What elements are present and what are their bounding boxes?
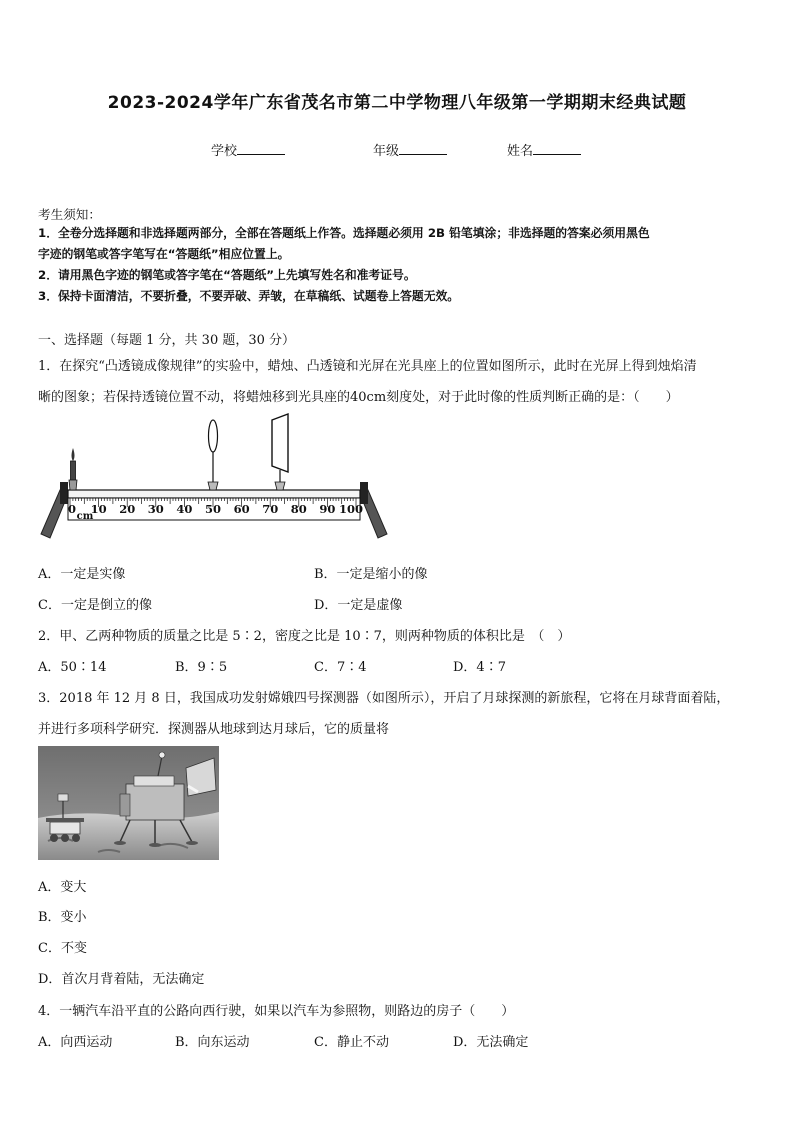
q4-option-d[interactable]: D．无法确定	[453, 1035, 529, 1050]
ruler-label-20: 20	[119, 502, 136, 516]
ruler-label-40: 40	[176, 502, 193, 516]
candle	[69, 448, 77, 490]
grade-blank[interactable]	[399, 142, 447, 155]
ruler-label-30: 30	[147, 502, 164, 516]
q4-option-a[interactable]: A．向西运动	[38, 1035, 113, 1050]
q2-option-a[interactable]: A．50∶14	[38, 660, 107, 675]
optical-bench-figure	[38, 410, 388, 540]
q2-option-b[interactable]: B．9∶5	[175, 660, 228, 675]
ruler-label-0: 0	[67, 502, 77, 516]
q1-text-line2: 晰的图象；若保持透镜位置不动，将蜡烛移到光具座的40cm刻度处，对于此时像的性质判断正确的是：（ ）	[38, 390, 679, 405]
q4-option-b[interactable]: B．向东运动	[175, 1035, 250, 1050]
notice-heading: 考生须知：	[38, 207, 101, 222]
notice-item-1-cont: 字迹的钢笔或答字笔写在“答题纸”相应位置上。	[38, 247, 290, 261]
right-end-block	[360, 482, 368, 504]
grade-field[interactable]	[373, 140, 447, 159]
school-field[interactable]	[211, 140, 285, 159]
convex-lens	[208, 420, 218, 490]
q4-option-c[interactable]: C．静止不动	[314, 1035, 389, 1050]
ruler-label-70: 70	[262, 502, 279, 516]
name-label: 姓名	[507, 144, 534, 159]
q3-text-line2: 并进行多项科学研究．探测器从地球到达月球后，它的质量将	[38, 722, 390, 737]
page-title: 2023-2024学年广东省茂名市第二中学物理八年级第一学期期末经典试题	[107, 93, 687, 113]
q1-text-line1: 1．在探究“凸透镜成像规律”的实验中，蜡烛、凸透镜和光屏在光具座上的位置如图所示，此时在光屏上得到烛焰清	[38, 359, 697, 374]
q2-option-d[interactable]: D．4∶7	[453, 660, 506, 675]
notice-item-2: 2．请用黑色字迹的钢笔或答字笔在“答题纸”上先填写姓名和准考证号。	[38, 268, 416, 282]
ruler-label-90: 90	[319, 502, 336, 516]
grade-label: 年级	[373, 144, 400, 159]
school-label: 学校	[211, 144, 238, 159]
q1-option-c[interactable]: C．一定是倒立的像	[38, 598, 152, 613]
q2-option-c[interactable]: C．7∶4	[314, 660, 367, 675]
q1-option-b[interactable]: B．一定是缩小的像	[314, 567, 428, 582]
ruler-label-100: 100	[338, 502, 364, 516]
name-blank[interactable]	[533, 142, 581, 155]
q3-option-c[interactable]: C．不变	[38, 941, 87, 956]
q3-option-d[interactable]: D．首次月背着陆，无法确定	[38, 972, 205, 987]
q1-option-a[interactable]: A．一定是实像	[38, 567, 126, 582]
ruler-label-10: 10	[90, 502, 107, 516]
light-screen	[272, 414, 288, 490]
name-field[interactable]	[507, 140, 581, 159]
ruler-label-60: 60	[233, 502, 250, 516]
q1-option-d[interactable]: D．一定是虚像	[314, 598, 403, 613]
q4-text: 4．一辆汽车沿平直的公路向西行驶，如果以汽车为参照物，则路边的房子（ ）	[38, 1004, 515, 1019]
ruler-unit: cm	[76, 511, 94, 522]
notice-item-3: 3．保持卡面清洁，不要折叠，不要弄破、弄皱，在草稿纸、试题卷上答题无效。	[38, 289, 460, 303]
q3-text-line1: 3．2018 年 12 月 8 日，我国成功发射嫦娥四号探测器（如图所示），开启了月球探测的新旅程，它将在月球背面着陆，	[38, 691, 730, 706]
notice-item-1: 1．全卷分选择题和非选择题两部分，全部在答题纸上作答。选择题必须用 2B 铅笔填涂；非选择题的答案必须用黑色	[38, 226, 650, 240]
q3-option-b[interactable]: B．变小	[38, 910, 87, 925]
q2-text: 2．甲、乙两种物质的质量之比是 5∶2，密度之比是 10∶7，则两种物质的体积比是 （ ）	[38, 629, 571, 644]
rail	[68, 490, 360, 498]
lunar-probe-photo	[38, 746, 219, 860]
left-end-block	[60, 482, 68, 504]
school-blank[interactable]	[237, 142, 285, 155]
q3-option-a[interactable]: A．变大	[38, 880, 87, 895]
ruler-label-80: 80	[290, 502, 307, 516]
ruler-label-50: 50	[204, 502, 222, 516]
flame	[72, 448, 75, 461]
section-heading: 一、选择题（每题 1 分，共 30 题，30 分）	[38, 333, 296, 348]
